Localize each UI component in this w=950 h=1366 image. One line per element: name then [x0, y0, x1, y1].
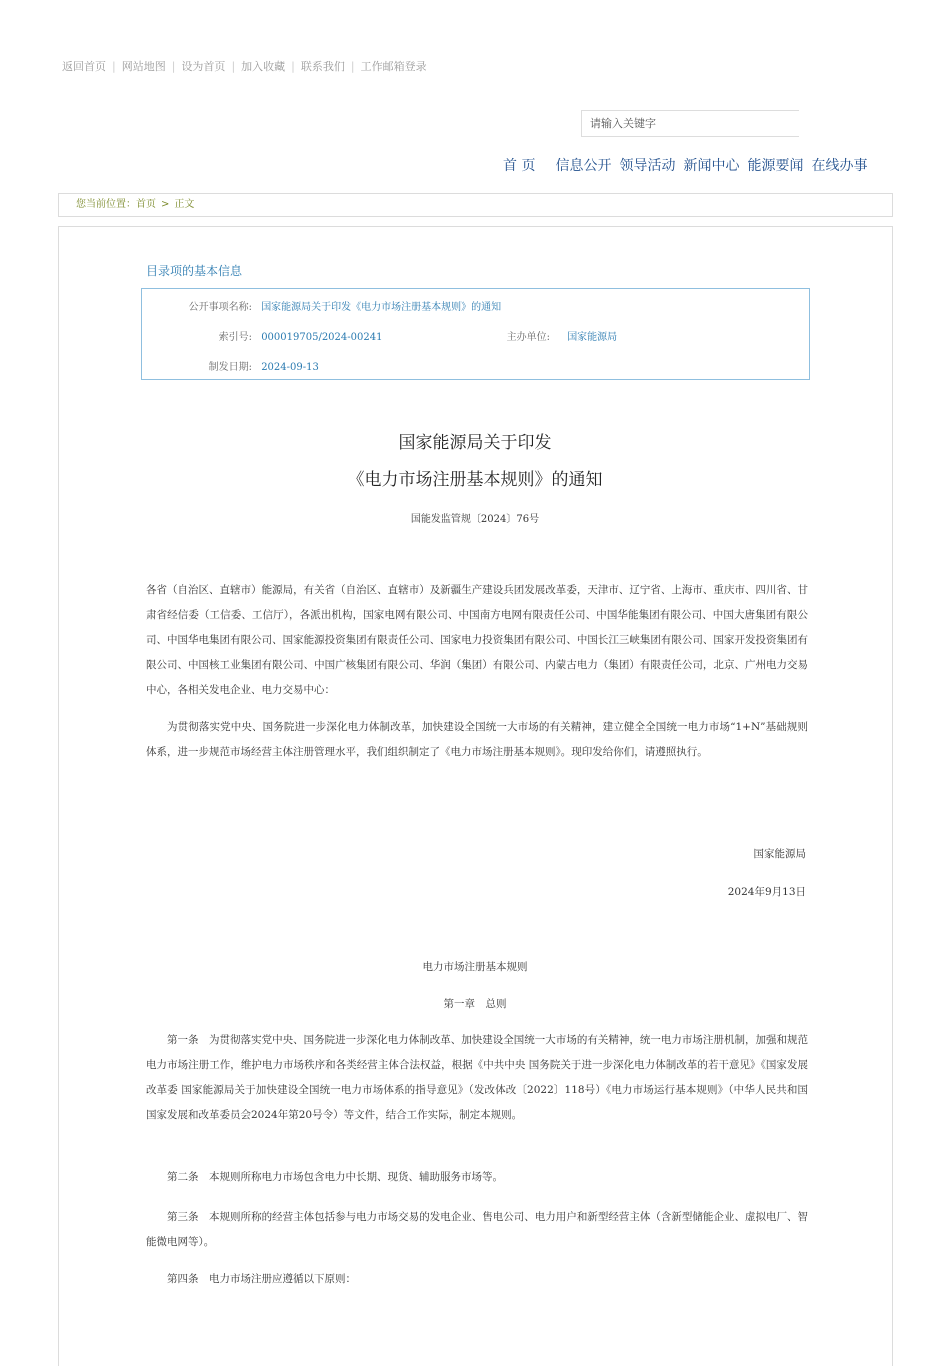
nav-item-leader-activities[interactable]: 领导活动: [619, 158, 676, 174]
top-link-separator: |: [231, 60, 236, 73]
meta-name-label: 公开事项名称:: [188, 302, 252, 313]
meta-section-title: 目录项的基本信息: [146, 264, 243, 278]
top-link-sitemap[interactable]: 网站地图: [121, 60, 166, 73]
document-recipients: 各省（自治区、直辖市）能源局，有关省（自治区、直辖市）及新疆生产建设兵团发展改革委，天津市、辽宁省、上海市、重庆市、四川省、甘肃省经信委（工信委、工信厅），各派出机构，国家电网有限公司、中国南方电网有限责任公司、中国华能集团有限公司、中国大唐集团有限公司、中国华电集团有限公司、国家能源投资集团有限责任公司、国家电力投资集团有限公司、中国长江三峡集团有限公司、国家开发投资集团有限公司、中国核工业集团有限公司、中国广核集团有限公司、华润（集团）有限公司、内蒙古电力（集团）有限责任公司，北京、广州电力交易中心，各相关发电企业、电力交易中心：: [146, 584, 808, 696]
top-link-separator: |: [291, 60, 295, 73]
top-link-separator: |: [350, 60, 355, 73]
meta-row-name: [147, 298, 501, 313]
meta-row-date: [147, 358, 319, 373]
rules-title: 电力市场注册基本规则: [422, 961, 528, 973]
meta-name-value: 国家能源局关于印发《电力市场注册基本规则》的通知: [261, 302, 502, 313]
meta-row-index: [147, 328, 382, 343]
meta-date-label: 制发日期:: [208, 362, 252, 373]
top-links: [62, 58, 427, 74]
meta-org-value: 国家能源局: [567, 332, 618, 343]
breadcrumb-home-link[interactable]: 首页: [136, 199, 156, 210]
meta-index-value: 000019705/2024-00241: [261, 332, 383, 343]
nav-item-home[interactable]: 首 页: [503, 158, 536, 174]
top-link-home[interactable]: 返回首页: [62, 60, 106, 73]
nav-item-news-center[interactable]: 新闻中心: [683, 158, 740, 174]
breadcrumb: [58, 193, 893, 217]
document-title-line1: 国家能源局关于印发: [398, 433, 552, 453]
top-link-set-homepage[interactable]: 设为首页: [181, 60, 226, 73]
breadcrumb-current: 正文: [174, 199, 195, 210]
document-number: 国能发监管规〔2024〕76号: [410, 514, 540, 525]
document-body: 为贯彻落实党中央、国务院进一步深化电力体制改革，加快建设全国统一大市场的有关精神，建立健全全国统一电力市场“1+N”基础规则体系，进一步规范市场经营主体注册管理水平，我们组织制定了《电力市场注册基本规则》。现印发给你们，请遵照执行。: [146, 721, 808, 758]
meta-org-label: 主办单位:: [506, 332, 550, 343]
article-4: 第四条 电力市场注册应遵循以下原则：: [167, 1273, 356, 1285]
nav-item-energy-news[interactable]: 能源要闻: [747, 158, 804, 174]
meta-index-label: 索引号:: [218, 332, 252, 343]
document-signature: 国家能源局: [753, 848, 806, 860]
search-input[interactable]: [582, 111, 790, 136]
search-box: [581, 110, 799, 137]
nav-item-online-services[interactable]: 在线办事: [811, 158, 868, 174]
article-1: 第一条 为贯彻落实党中央、国务院进一步深化电力体制改革、加快建设全国统一大市场的有关精神，统一电力市场注册机制，加强和规范电力市场注册工作，维护电力市场秩序和各类经营主体合法权益，根据《中共中央 国务院关于进一步深化电力体制改革的若干意见》《国家发展改革委 国家能源局关于加快建设全国统一电力市场体系的指导意见》（发改体改〔2022〕118号）《电力市场运行基本规则》（中华人民共和国国家发展和改革委员会2024年第20号令）等文件，结合工作实际，制定本规则。: [146, 1034, 808, 1121]
top-link-separator: |: [112, 60, 116, 73]
nav-item-info-disclosure[interactable]: 信息公开: [555, 158, 612, 174]
meta-date-value: 2024-09-13: [261, 362, 319, 373]
meta-info-box: [141, 288, 810, 380]
meta-row-org: [442, 328, 617, 343]
main-nav: [503, 155, 875, 175]
article-3: 第三条 本规则所称的经营主体包括参与电力市场交易的发电企业、售电公司、电力用户和新型经营主体（含新型储能企业、虚拟电厂、智能微电网等）。: [146, 1211, 808, 1248]
top-link-contact[interactable]: 联系我们: [300, 60, 345, 73]
top-link-favorites[interactable]: 加入收藏: [241, 60, 286, 73]
article-2: 第二条 本规则所称电力市场包含电力中长期、现货、辅助服务市场等。: [167, 1171, 503, 1183]
content-frame: [58, 226, 893, 1366]
top-link-separator: |: [171, 60, 176, 73]
breadcrumb-arrow-icon: >: [161, 199, 170, 210]
breadcrumb-prefix: 您当前位置：: [76, 199, 136, 210]
document-sign-date: 2024年9月13日: [727, 886, 806, 898]
top-link-email-login[interactable]: 工作邮箱登录: [360, 60, 427, 73]
chapter-heading: 第一章 总则: [443, 998, 507, 1010]
document-title-line2: 《电力市场注册基本规则》的通知: [347, 470, 603, 490]
